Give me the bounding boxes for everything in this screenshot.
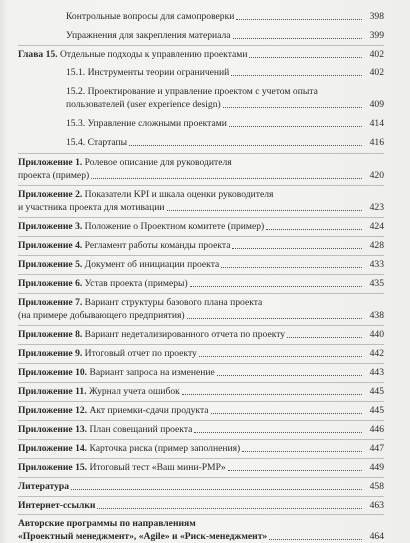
toc-entry: [18, 424, 192, 436]
toc-entry: [18, 386, 180, 398]
toc-entry-label: Приложение 6.: [18, 278, 83, 289]
toc-page-number: 409: [369, 99, 384, 110]
separator-rule: [18, 236, 384, 237]
toc-entry: [66, 86, 318, 98]
dot-leader: [91, 178, 362, 179]
toc-entry: [66, 99, 221, 111]
separator-rule: [18, 45, 384, 46]
toc-page-number: 446: [369, 424, 384, 435]
toc-entry: [66, 11, 234, 23]
toc-page-number: 458: [369, 481, 384, 492]
toc-page-number: 445: [369, 405, 384, 416]
toc-entry-label: Авторские программы по направлениям: [18, 518, 196, 529]
dot-leader: [232, 248, 362, 249]
separator-rule: [18, 458, 384, 459]
dot-leader: [199, 356, 362, 357]
separator-rule: [18, 217, 384, 218]
toc-entry: [18, 278, 188, 290]
dot-leader: [266, 229, 362, 230]
dot-leader: [182, 394, 362, 395]
toc-entry: [18, 240, 230, 252]
toc-page-number: 424: [369, 221, 384, 232]
toc-entry-title: План совещаний проекта: [89, 424, 193, 435]
toc-page-number: 445: [369, 386, 384, 397]
toc-page-number: 402: [369, 67, 384, 78]
toc-entry: [18, 259, 219, 271]
toc-page-number: 420: [369, 170, 384, 181]
dot-leader: [242, 451, 362, 452]
separator-rule: [18, 325, 384, 326]
dot-leader: [228, 470, 362, 471]
toc-entry-title: Ролевое описание для руководителя: [84, 157, 232, 168]
toc-entry-title: 15.3. Управление сложными проектами: [66, 118, 227, 129]
toc-entry-label: Приложение 8.: [18, 329, 83, 340]
toc-entry: [18, 367, 215, 379]
toc-page-number: 423: [369, 202, 384, 213]
toc-entry: [18, 157, 232, 169]
toc-entry-title: Вариант запроса на изменение: [89, 367, 215, 378]
dot-leader: [129, 145, 362, 146]
dot-leader: [97, 508, 362, 509]
dot-leader: [217, 375, 362, 376]
toc-page-number: 449: [369, 462, 384, 473]
toc-entry-label: Приложение 13.: [18, 424, 88, 435]
toc-entry: [18, 49, 247, 61]
toc-entry-title: Положение о Проектном комитете (пример): [84, 221, 265, 232]
separator-rule: [18, 185, 384, 186]
separator-rule: [18, 477, 384, 478]
separator-rule: [18, 420, 384, 421]
toc-entry-label: Литература: [18, 481, 70, 492]
toc-entry-title: Регламент работы команды проекта: [84, 240, 231, 251]
toc-page-number: 443: [369, 367, 384, 378]
toc-entry-title: Показатели KPI и шкала оценки руководителя: [84, 189, 274, 200]
toc-entry: [18, 443, 240, 455]
dot-leader: [187, 318, 362, 319]
toc-page-number: 398: [369, 11, 384, 22]
toc-entry: [18, 310, 185, 322]
toc-entry-title: Журнал учета ошибок: [88, 386, 180, 397]
toc-entry-label: Приложение 3.: [18, 221, 83, 232]
dot-leader: [229, 126, 362, 127]
separator-rule: [18, 439, 384, 440]
toc-entry-title: Отдельные подходы к управлению проектами: [59, 49, 248, 60]
toc-page-number: 438: [369, 310, 384, 321]
toc-entry: [18, 297, 262, 309]
toc-page-number: 402: [369, 49, 384, 60]
dot-leader: [221, 267, 362, 268]
toc-entry-title: Вариант структуры базового плана проекта: [84, 297, 263, 308]
toc-entry-title: 15.1. Инструменты теории ограничений: [66, 67, 230, 78]
toc-entry-title: Документ об инициации проекта: [84, 259, 220, 270]
toc-entry-label: Приложение 12.: [18, 405, 88, 416]
toc-entry-label: Приложение 15.: [18, 462, 88, 473]
toc-entry-title: Устав проекта (примеры): [84, 278, 188, 289]
toc-entry: [18, 462, 226, 474]
toc-entry-title: Контрольные вопросы для самопроверки: [66, 11, 235, 22]
toc-entry-title: и участника проекта для мотивации: [18, 202, 165, 213]
toc-entry-title: (на примере добывающего предприятия): [18, 310, 185, 321]
dot-leader: [223, 107, 362, 108]
toc-page-number: 463: [369, 500, 384, 511]
toc-entry: [18, 481, 69, 493]
toc-entry-title: Итоговый отчет по проекту: [84, 348, 197, 359]
toc-entry: [18, 189, 273, 201]
separator-rule: [18, 363, 384, 364]
toc-entry-title: 15.2. Проектирование и управление проектом с учетом опыта: [66, 86, 318, 97]
toc-entry-label: Приложение 7.: [18, 297, 83, 308]
toc-page-number: 440: [369, 329, 384, 340]
toc-page-number: 433: [369, 259, 384, 270]
toc-entry: [18, 221, 264, 233]
toc-page-number: 416: [369, 137, 384, 148]
toc-page-number: 428: [369, 240, 384, 251]
separator-rule: [18, 401, 384, 402]
toc-entry-label: Приложение 2.: [18, 189, 83, 200]
toc-entry-title: Итоговый тест «Ваш мини-PMP»: [89, 462, 226, 473]
toc-entry: [18, 531, 267, 543]
dot-leader: [287, 337, 362, 338]
toc-entry: [18, 170, 89, 182]
dot-leader: [249, 57, 362, 58]
toc-entry: [66, 118, 227, 130]
toc-page-number: 464: [369, 531, 384, 542]
dot-leader: [211, 413, 362, 414]
toc-entry-label: «Проектный менеджмент», «Agile» и «Риск-менеджмент»: [18, 531, 268, 542]
toc-entry: [18, 348, 197, 360]
separator-rule: [18, 496, 384, 497]
toc-entry-title: Акт приемки-сдачи продукта: [89, 405, 209, 416]
separator-rule: [18, 344, 384, 345]
separator-rule: [18, 274, 384, 275]
toc-entry-title: Вариант недетализированного отчета по проекту: [84, 329, 286, 340]
toc-entry: [18, 329, 285, 341]
toc-page-number: 399: [369, 30, 384, 41]
toc-page-number: 442: [369, 348, 384, 359]
separator-rule: [18, 153, 384, 154]
toc-entry-title: Карточка риска (пример заполнения): [89, 443, 241, 454]
toc-page-number: 435: [369, 278, 384, 289]
toc-entry-title: Упражнения для закрепления материала: [66, 30, 231, 41]
toc-entry: [18, 518, 196, 530]
toc-entry-label: Приложение 1.: [18, 157, 83, 168]
toc-entry-label: Приложение 14.: [18, 443, 88, 454]
dot-leader: [233, 38, 362, 39]
dot-leader: [269, 539, 362, 540]
toc-entry-label: Приложение 10.: [18, 367, 88, 378]
toc-entry-label: Приложение 4.: [18, 240, 83, 251]
separator-rule: [18, 293, 384, 294]
toc-entry: [18, 500, 95, 512]
toc-entry-title: проекта (пример): [18, 170, 90, 181]
toc-entry: [66, 67, 229, 79]
toc-page-number: 447: [369, 443, 384, 454]
toc-entry-title: пользователей (user experience design): [66, 99, 221, 110]
toc-entry: [18, 405, 209, 417]
dot-leader: [194, 432, 362, 433]
toc-page-number: 414: [369, 118, 384, 129]
toc-entry-label: Приложение 5.: [18, 259, 83, 270]
toc-entry: [66, 137, 127, 149]
toc-entry-title: 15.4. Стартапы: [66, 137, 128, 148]
separator-rule: [18, 514, 384, 515]
dot-leader: [236, 19, 362, 20]
dot-leader: [71, 489, 362, 490]
toc-entry-label: Приложение 11.: [18, 386, 87, 397]
separator-rule: [18, 382, 384, 383]
toc-entry-label: Глава 15.: [18, 49, 58, 60]
dot-leader: [167, 210, 362, 211]
dot-leader: [190, 286, 362, 287]
toc-entry: [18, 202, 165, 214]
toc-entry-label: Приложение 9.: [18, 348, 83, 359]
toc-entry: [66, 30, 231, 42]
separator-rule: [18, 255, 384, 256]
toc-entry-label: Интернет-ссылки: [18, 500, 96, 511]
dot-leader: [231, 75, 362, 76]
